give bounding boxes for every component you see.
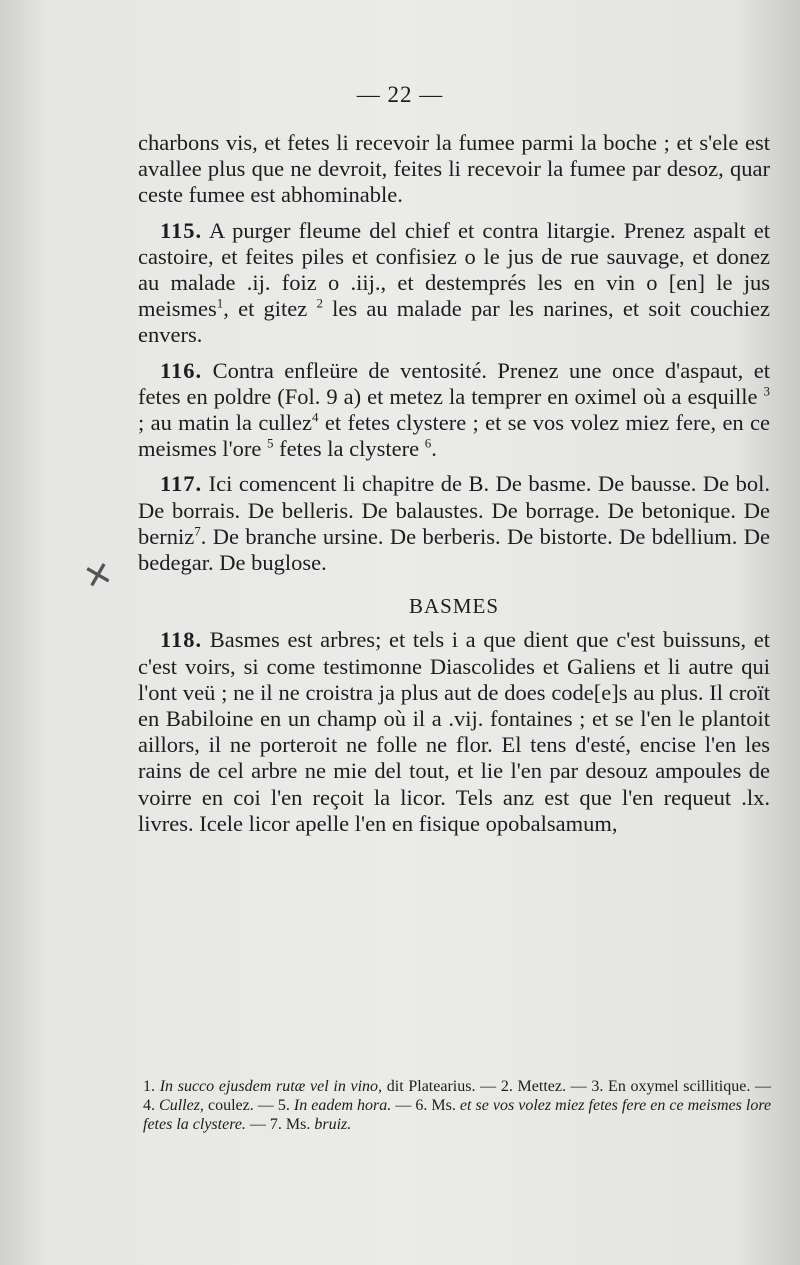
paragraph-text: les au malade par les narines, et soit couchiez envers. <box>138 296 770 348</box>
footnote-italic: et se vos volez miez fetes fere en ce meismes lore fetes la clystere. <box>143 1097 772 1133</box>
footnote-ref: 2 <box>316 295 323 311</box>
footnote-text: coulez. — <box>203 1097 278 1114</box>
footnote-ref: 5 <box>267 435 274 451</box>
paragraph-116 <box>138 358 770 463</box>
footnote-number: 1. <box>143 1078 155 1095</box>
footnote-number: 5. <box>277 1097 290 1114</box>
margin-cross-mark: ✕ <box>79 552 118 600</box>
paragraph-number: 116. <box>160 357 203 383</box>
paragraph-continuation: charbons vis, et fetes li recevoir la fumee parmi la boche ; et s'ele est avallee plus que ne devroit, feites li recevoir la fumee par desoz, quar ceste fumee est abhominable. <box>138 130 770 208</box>
body-text <box>138 130 770 837</box>
paragraph-text: Ici comencent li chapitre de B. De basme. De bausse. De bol. De borrais. De belleris. De balaustes. De borrage. De betonique. De berniz <box>138 471 770 549</box>
footnote-number: 7. <box>269 1116 282 1133</box>
footnote-text: dit Platearius. — <box>382 1078 501 1095</box>
paragraph-text: et fetes clystere ; et se vos volez miez fere, en ce meismes l'ore <box>138 410 770 462</box>
footnote-ref: 4 <box>312 409 319 425</box>
footnote-ref: 3 <box>763 383 770 399</box>
paragraph-text: A purger fleume del chief et contra litargie. Prenez aspalt et castoire, et feites piles et confisiez o le jus de rue sauvage, et donez au malade .ij. foiz o .iij., et destemprés les en vin o [en] le jus meismes <box>138 217 770 322</box>
footnote-number: 2. <box>500 1078 513 1095</box>
page-number: — 22 — <box>356 82 444 107</box>
footnote-text: Ms. <box>427 1097 460 1114</box>
footnote-italic: In succo ejusdem rutæ vel in vino, <box>159 1078 383 1095</box>
paragraph-number: 118. <box>160 627 203 653</box>
footnote-number: 6. <box>415 1097 428 1114</box>
paragraph-115 <box>138 218 770 349</box>
footnote-text: Ms. <box>281 1116 315 1133</box>
footnote-ref: 6 <box>424 435 432 451</box>
footnote-italic: bruiz. <box>314 1116 352 1133</box>
paragraph-text: . De branche ursine. De berberis. De bistorte. De bdellium. De bedegar. De buglose. <box>138 523 770 576</box>
footnote-text: — <box>245 1116 270 1133</box>
footnote-italic: In eadem hora. <box>289 1097 392 1114</box>
paragraph-text: ; au matin la cullez <box>138 410 313 436</box>
footnote-italic: Cullez, <box>155 1097 204 1114</box>
paragraph-text: Basmes est arbres; et tels i a que dient que c'est buissuns, et c'est voirs, si come testimonne Diascolides et Galiens et li autre qui l'ont veü ; ne il ne croistra ja plus aut de does code[e]s au plus. Il croït en Babiloine en un champ où il a .vij. fontaines ; et se l'en le plantoit aillors, il ne porteroit ne folle ne flor. El tens d'esté, encise l'en les rains de cel arbre ne mie del tout, et lie l'en par desouz ampoules de voirre en coi l'en reçoit la licor. Tels anz est que l'en requeut .lx. livres. Icele licor apelle l'en en fisique opobalsamum, <box>138 627 770 836</box>
footnote-number: 4. <box>143 1097 155 1114</box>
section-heading: BASMES <box>408 594 500 619</box>
paragraph-number: 117. <box>160 471 203 497</box>
footnote-text: En oxymel scillitique. — <box>603 1078 772 1095</box>
footnote-number: 3. <box>591 1078 604 1095</box>
paragraph-text: fetes la clystere <box>273 436 425 462</box>
footnote-ref: 1 <box>216 295 224 311</box>
footnote-text: Mettez. — <box>512 1078 592 1095</box>
footnote-text: — <box>391 1097 416 1114</box>
paragraph-number: 115. <box>160 217 203 243</box>
paragraph-text: Contra enfleüre de ventosité. Prenez une once d'aspaut, et fetes en poldre (Fol. 9 a) et metez la temprer en oximel où a esquille <box>138 357 770 409</box>
paragraph-text: , et gitez <box>223 296 317 322</box>
footnotes <box>143 1077 771 1134</box>
paragraph-117 <box>138 471 770 576</box>
paragraph-text: . <box>431 436 437 462</box>
paragraph-118 <box>138 627 770 837</box>
footnote-ref: 7 <box>194 523 201 539</box>
